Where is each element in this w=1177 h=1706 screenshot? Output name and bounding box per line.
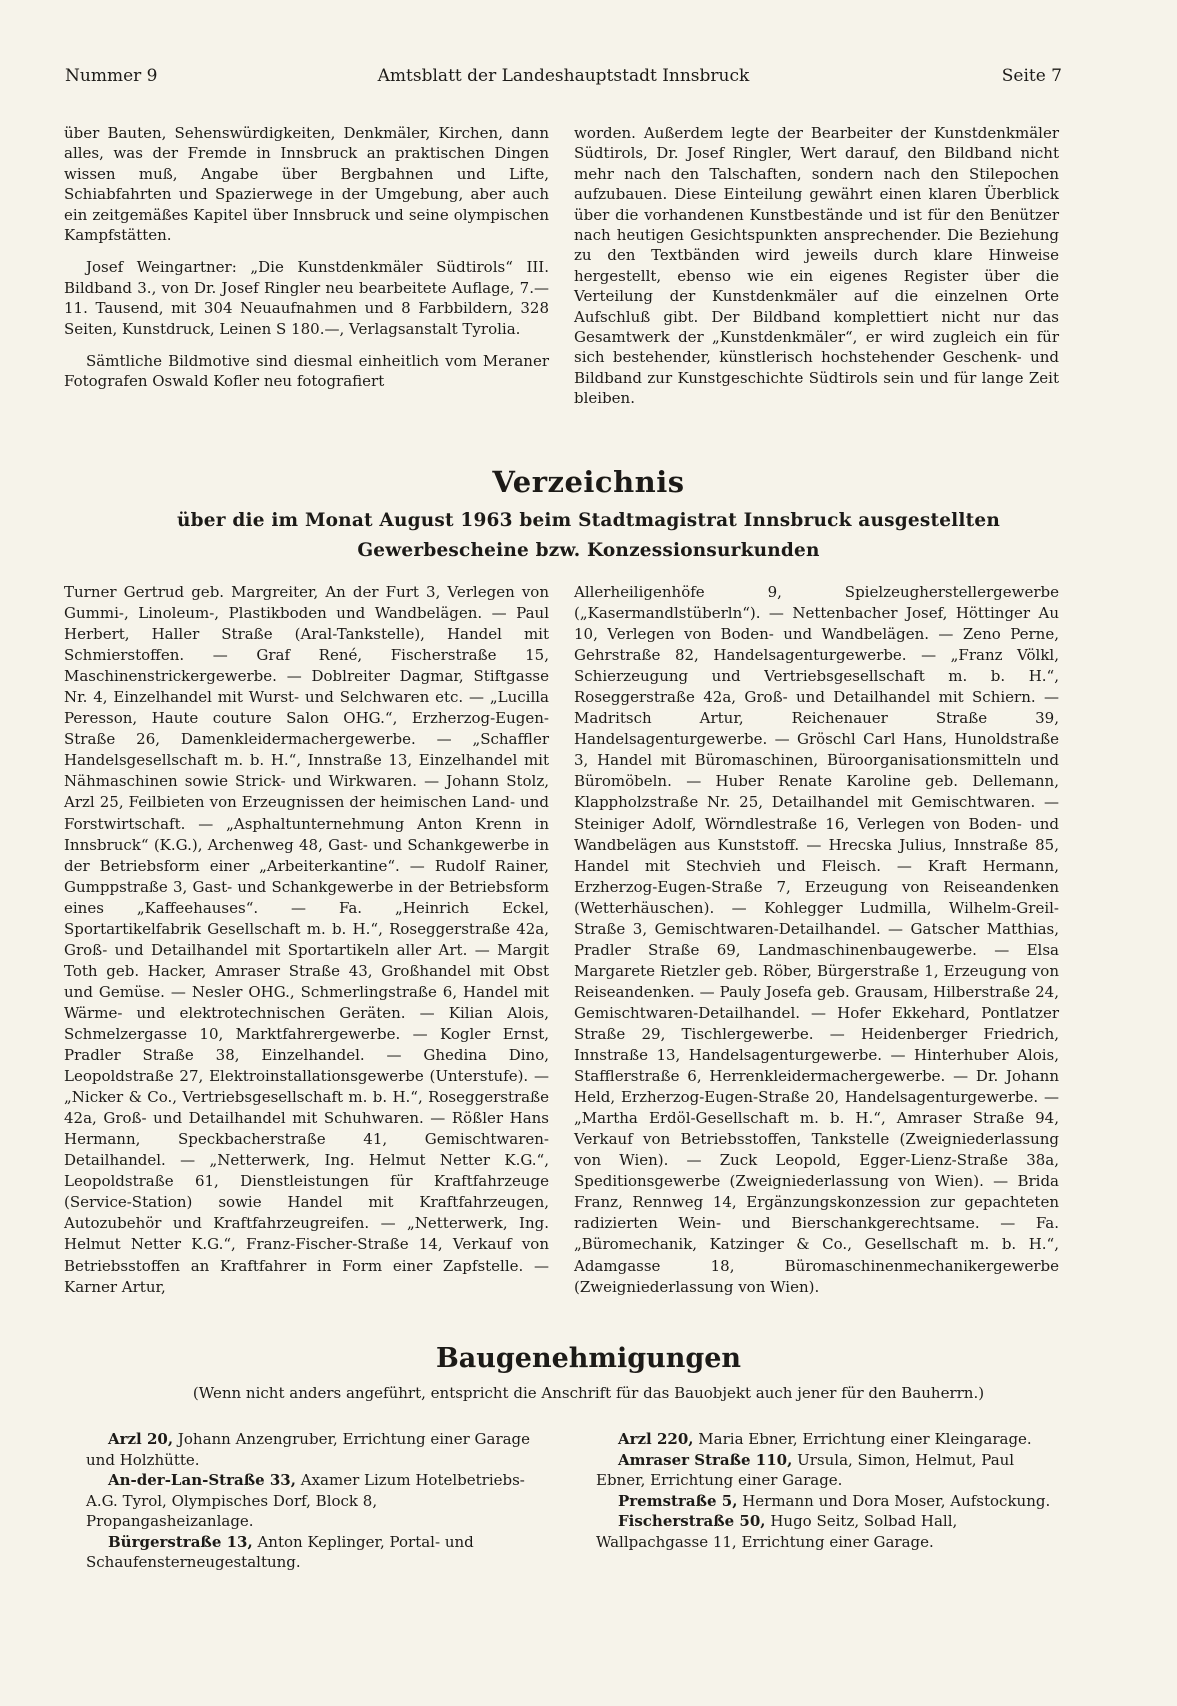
issue-number: Nummer 9 — [65, 66, 158, 86]
baugenehmigungen-column-right — [574, 1429, 1059, 1552]
permit-address: An-der-Lan-Straße 33, — [108, 1471, 296, 1489]
permit-details: Axamer Lizum Hotelbetriebs-A.G. Tyrol, Olympisches Dorf, Block 8, Propangasheizanlage. — [86, 1471, 525, 1530]
intro-paragraph: über Bauten, Sehenswürdigkeiten, Denkmäler, Kirchen, dann alles, was der Fremde in Innsbruck an praktischen Dingen wissen muß, Angabe über Bergbahnen und Lifte, Schiabfahrten und Spazierwege in der Umgebung, aber auch ein zeitgemäßes Kapitel über Innsbruck und seine olympischen Kampfstätten. — [64, 124, 549, 245]
permit-entry — [64, 1532, 549, 1573]
verzeichnis-entries: Turner Gertrud geb. Margreiter, An der Furt 3, Verlegen von Gummi-, Linoleum-, Plastikboden und Wandbelägen. — Paul Herbert, Haller Straße (Aral-Tankstelle), Handel mit Schmierstoffen. — Graf René, Fischerstraße 15, Maschinenstrickergewerbe. — Doblreiter Dagmar, Stiftgasse Nr. 4, Einzelhandel mit Wurst- und Selchwaren etc. — „Lucilla Peresson, Haute couture Salon OHG.“, Erzherzog-Eugen-Straße 26, Damenkleidermachergewerbe. — „Schaffler Handelsgesellschaft m. b. H.“, Innstraße 13, Einzelhandel mit Nähmaschinen sowie Strick- und Wirkwaren. — Johann Stolz, Arzl 25, Feilbieten von Erzeugnissen der heimischen Land- und Forstwirtschaft. — „Asphaltunternehmung Anton Krenn in Innsbruck“ (K.G.), Archenweg 48, Gast- und Schankgewerbe in der Betriebsform einer „Arbeiterkantine“. — Rudolf Rainer, Gumppstraße 3, Gast- und Schankgewerbe in der Betriebsform eines „Kaffeehauses“. — Fa. „Heinrich Eckel, Sportartikelfabrik Gesellschaft m. b. H.“, Roseggerstraße 42a, Groß- und Detailhandel mit Sportartikeln aller Art. — Margit Toth geb. Hacker, Amraser Straße 43, Großhandel mit Obst und Gemüse. — Nesler OHG., Schmerlingstraße 6, Handel mit Wärme- und elektrotechnischen Geräten. — Kilian Alois, Schmelzergasse 10, Marktfahrergewerbe. — Kogler Ernst, Pradler Straße 38, Einzelhandel. — Ghedina Dino, Leopoldstraße 27, Elektroinstallationsgewerbe (Unterstufe). — „Nicker & Co., Vertriebsgesellschaft m. b. H.“, Roseggerstraße 42a, Groß- und Detailhandel mit Schuhwaren. — Rößler Hans Hermann, Speckbacherstraße 41, Gemischtwaren-Detailhandel. — „Netterwerk, Ing. Helmut Netter K.G.“, Leopoldstraße 61, Dienstleistungen für Kraftfahrzeuge (Service-Station) sowie Handel mit Kraftfahrzeugen, Autozubehör und Kraftfahrzeugreifen. — „Netterwerk, Ing. Helmut Netter K.G.“, Franz-Fischer-Straße 14, Verkauf von Betriebsstoffen an Kraftfahrer in Form einer Zapfstelle. — Karner Artur, — [64, 583, 549, 1296]
permit-address: Amraser Straße 110, — [618, 1450, 793, 1469]
permit-details: Maria Ebner, Errichtung einer Kleingarage. — [698, 1430, 1032, 1448]
verzeichnis-entries: Allerheiligenhöfe 9, Spielzeugherstellergewerbe („Kasermandlstüberln“). — Nettenbacher Josef, Höttinger Au 10, Verlegen von Boden- und Wandbelägen. — Zeno Perne, Gehrstraße 82, Handelsagenturgewerbe. — „Franz Völkl, Schierzeugung und Vertriebsgesellschaft m. b. H.“, Roseggerstraße 42a, Groß- und Detailhandel mit Schiern. — Madritsch Artur, Reichenauer Straße 39, Handelsagenturgewerbe. — Gröschl Carl Hans, Hunoldstraße 3, Handel mit Büromaschinen, Büroorganisationsmitteln und Büromöbeln. — Huber Renate Karoline geb. Dellemann, Klappholzstraße Nr. 25, Detailhandel mit Gemischtwaren. — Steiniger Adolf, Wörndlestraße 16, Verlegen von Boden- und Wandbelägen aus Kunststoff. — Hrecska Julius, Innstraße 85, Handel mit Stechvieh und Fleisch. — Kraft Hermann, Erzherzog-Eugen-Straße 7, Erzeugung von Reiseandenken (Wetterhäuschen). — Kohlegger Ludmilla, Wilhelm-Greil-Straße 3, Gemischtwaren-Detailhandel. — Gatscher Matthias, Pradler Straße 69, Landmaschinenbaugewerbe. — Elsa Margarete Rietzler geb. Röber, Bürgerstraße 1, Erzeugung von Reiseandenken. — Pauly Josefa geb. Grausam, Hilberstraße 24, Gemischtwaren-Detailhandel. — Hofer Ekkehard, Pontlatzer Straße 29, Tischlergewerbe. — Heidenberger Friedrich, Innstraße 13, Handelsagenturgewerbe. — Hinterhuber Alois, Stafflerstraße 6, Herrenkleidermachergewerbe. — Dr. Johann Held, Erzherzog-Eugen-Straße 20, Handelsagenturgewerbe. — „Martha Erdöl-Gesellschaft m. b. H.“, Amraser Straße 94, Verkauf von Betriebsstoffen, Tankstelle (Zweigniederlassung von Wien). — Zuck Leopold, Egger-Lienz-Straße 38a, Speditionsgewerbe (Zweigniederlassung von Wien). — Brida Franz, Rennweg 14, Ergänzungskonzession zur gepachteten radizierten Wein- und Bierschankgerechtsame. — Fa. „Büromechanik, Katzinger & Co., Gesellschaft m. b. H.“, Adamgasse 18, Büromaschinenmechanikergewerbe (Zweigniederlassung von Wien). — [574, 583, 1059, 1296]
permit-entry — [574, 1450, 1059, 1491]
intro-column-right — [574, 123, 1059, 409]
intro-column-left — [64, 123, 549, 392]
intro-paragraph: Sämtliche Bildmotive sind diesmal einheitlich vom Meraner Fotografen Oswald Kofler neu fotografiert — [64, 352, 549, 391]
baugenehmigungen-title: Baugenehmigungen — [435, 1343, 742, 1374]
verzeichnis-column-right — [574, 582, 1059, 1298]
permit-details: Hermann und Dora Moser, Aufstockung. — [742, 1491, 1051, 1510]
permit-entry — [574, 1429, 1059, 1450]
intro-paragraph: Josef Weingartner: „Die Kunstdenkmäler Südtirols“ III. Bildband 3., von Dr. Josef Ringler neu bearbeitete Auflage, 7.—11. Tausend, mit 304 Neuaufnahmen und 8 Farbbildern, 328 Seiten, Kunstdruck, Leinen S 180.—, Verlagsanstalt Tyrolia. — [64, 258, 549, 338]
publication-title: Amtsblatt der Landeshauptstadt Innsbruck — [377, 66, 750, 86]
verzeichnis-subtitle: Gewerbescheine bzw. Konzessionsurkunden — [357, 540, 820, 561]
permit-entry — [574, 1491, 1059, 1512]
page-header — [65, 66, 1062, 90]
permit-details: Hugo Seitz, Solbad Hall, Wallpachgasse 11, Errichtung einer Garage. — [596, 1512, 958, 1551]
baugenehmigungen-column-left — [64, 1429, 549, 1573]
permit-entry — [64, 1470, 549, 1532]
verzeichnis-subtitle: über die im Monat August 1963 beim Stadtmagistrat Innsbruck ausgestellten — [177, 510, 1000, 531]
permit-address: Fischerstraße 50, — [618, 1512, 766, 1530]
baugenehmigungen-note: (Wenn nicht anders angeführt, entspricht die Anschrift für das Bauobjekt auch jener für den Bauherrn.) — [192, 1384, 985, 1402]
permit-address: Arzl 20, — [108, 1430, 174, 1448]
page-number: Seite 7 — [1001, 66, 1062, 86]
permit-details: Anton Keplinger, Portal- und Schaufensterneugestaltung. — [86, 1532, 474, 1571]
permit-details: Ursula, Simon, Helmut, Paul Ebner, Errichtung einer Garage. — [596, 1450, 1015, 1489]
verzeichnis-title: Verzeichnis — [492, 465, 685, 499]
permit-entry — [574, 1511, 1059, 1552]
permit-entry — [64, 1429, 549, 1470]
permit-details: Johann Anzengruber, Errichtung einer Garage und Holzhütte. — [86, 1430, 531, 1469]
permit-address: Arzl 220, — [618, 1430, 694, 1448]
intro-paragraph: worden. Außerdem legte der Bearbeiter der Kunstdenkmäler Südtirols, Dr. Josef Ringler, Wert darauf, den Bildband nicht mehr nach den Talschaften, sondern nach den Stilepochen aufzubauen. Diese Einteilung gewährt einen klaren Überblick über die vorhandenen Kunstbestände und ist für den Benützer nach heutigen Gesichtspunkten ansprechender. Die Beziehung zu den Textbänden wird jeweils durch klare Hinweise hergestellt, ebenso wie ein eigenes Register über die Verteilung der Kunstdenkmäler auf die einzelnen Orte Aufschluß gibt. Der Bildband komplettiert nicht nur das Gesamtwerk der „Kunstdenkmäler“, er wird zugleich ein für sich bestehender, künstlerisch hochstehender Geschenk- und Bildband zur Kunstgeschichte Südtirols sein und für lange Zeit bleiben. — [574, 124, 1059, 408]
verzeichnis-column-left — [64, 582, 549, 1298]
permit-address: Premstraße 5, — [618, 1491, 738, 1510]
permit-address: Bürgerstraße 13, — [108, 1532, 253, 1551]
